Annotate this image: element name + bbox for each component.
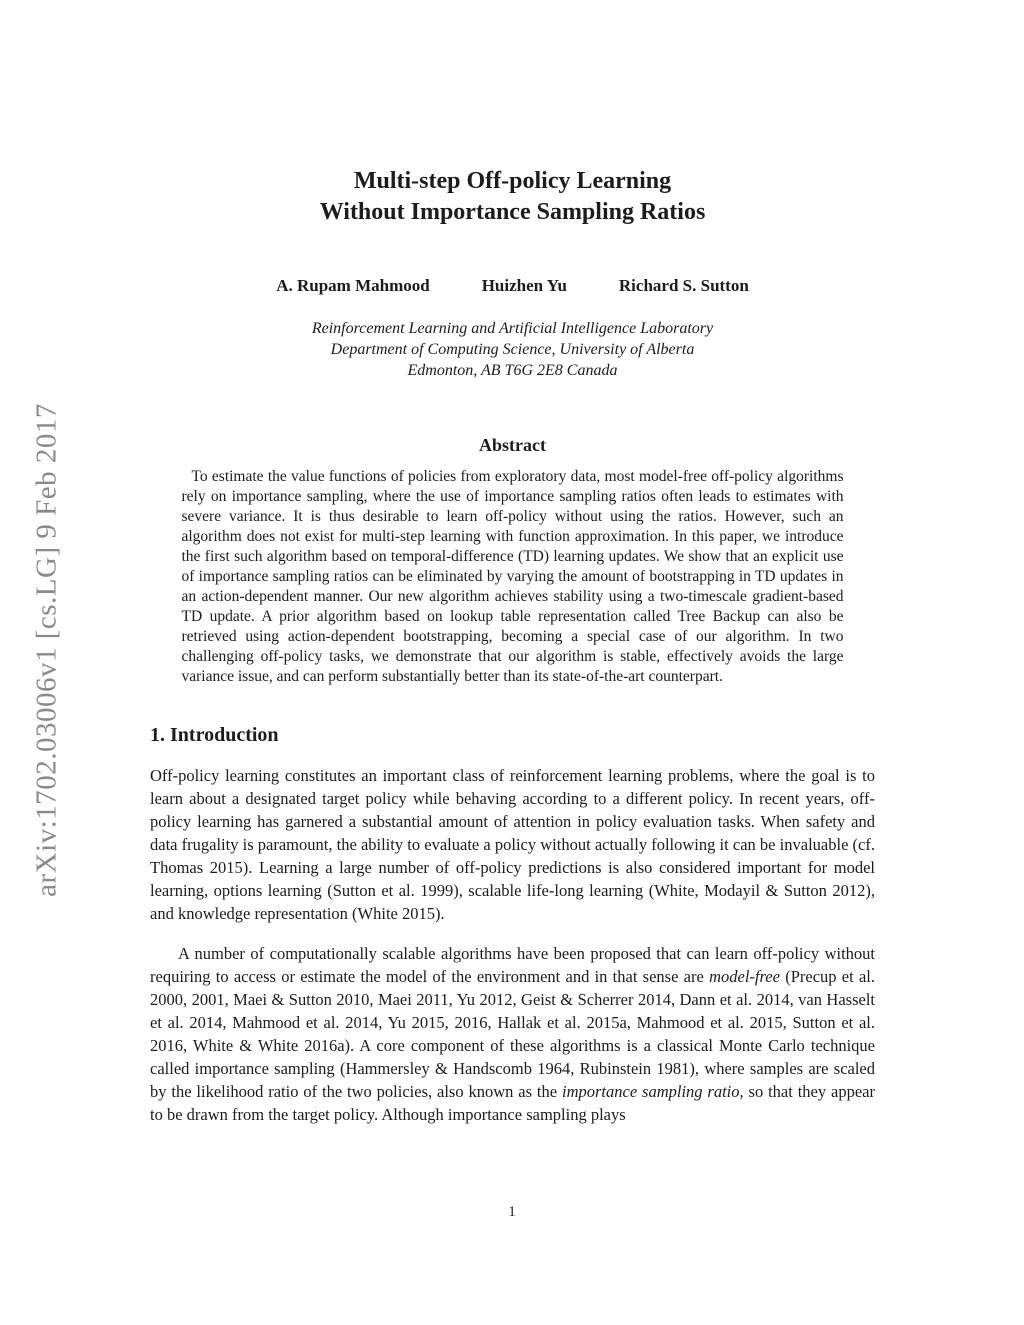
affiliation-line3: Edmonton, AB T6G 2E8 Canada [407, 362, 618, 379]
italic-term-importance-sampling-ratio: importance sampling ratio [561, 1081, 740, 1101]
author-name: Richard S. Sutton [618, 276, 749, 295]
authors-row [150, 276, 875, 296]
paper-title-line1: Multi-step Off-policy Learning [353, 168, 672, 194]
introduction-paragraph-1: Off-policy learning constitutes an important class of reinforcement learning problems, where the goal is to learn about a designated target policy while behaving according to a different policy. In recent years, off-policy learning has garnered a substantial amount of attention in policy evaluation tasks. When safety and data frugality is paramount, the ability to evaluate a policy without actually following it can be invaluable (cf. Thomas 2015). Learning a large number of off-policy predictions is also considered important for model learning, options learning (Sutton et al. 1999), scalable life-long learning (White, Modayil & Sutton 2012), and knowledge representation (White 2015). [150, 766, 875, 923]
paragraph-text: (Precup et al. 2000, 2001, Maei & Sutton 2010, Maei 2011, Yu 2012, Geist & Scherrer 2014, Dann et al. 2014, van Hasselt et al. 2014, Mahmood et al. 2014, Yu 2015, 2016, Hallak et al. 2015a, Mahmood et al. 2015, Sutton et al. 2016, White & White 2016a). A core component of these algorithms is a classical Monte Carlo technique called importance sampling (Hammersley & Handscomb 1964, Rubinstein 1981), where samples are scaled by the likelihood ratio of the two policies, also known as the [150, 966, 875, 1101]
arxiv-watermark: arXiv:1702.03006v1 [cs.LG] 9 Feb 2017 [30, 403, 63, 897]
abstract-text: To estimate the value functions of policies from exploratory data, most model-free off-policy algorithms rely on importance sampling, where the use of importance sampling ratios often leads to estimates with severe variance. It is thus desirable to learn off-policy without using the ratios. However, such an algorithm does not exist for multi-step learning with function approximation. In this paper, we introduce the first such algorithm based on temporal-difference (TD) learning updates. We show that an explicit use of importance sampling ratios can be eliminated by varying the amount of bootstrapping in TD updates in an action-dependent manner. Our new algorithm achieves stability using a two-timescale gradient-based TD update. A prior algorithm based on lookup table representation called Tree Backup can also be retrieved using action-dependent bootstrapping, becoming a special case of our algorithm. In two challenging off-policy tasks, we demonstrate that our algorithm is stable, effectively avoids the large variance issue, and can perform substantially better than its state-of-the-art counterpart. [181, 468, 844, 685]
paragraph-text: , so that they appear to be drawn from the target policy. Although importance sampling plays [150, 1081, 875, 1124]
abstract-heading: Abstract [479, 435, 546, 455]
paper-title [150, 0, 875, 228]
section-heading-introduction: 1. Introduction [150, 724, 279, 746]
paper-content-column [150, 0, 875, 1142]
affiliation-line2: Department of Computing Science, University of Alberta [330, 341, 695, 358]
paper-title-line2: Without Importance Sampling Ratios [319, 199, 706, 225]
italic-term-model-free: model-free [709, 966, 780, 986]
introduction-paragraph-2 [150, 942, 875, 1126]
author-name: A. Rupam Mahmood [276, 276, 430, 295]
page-number: 1 [508, 1204, 516, 1220]
paragraph-text: A number of computationally scalable algorithms have been proposed that can learn off-policy without requiring to access or estimate the model of the environment and in that sense are [150, 943, 875, 986]
affiliation-line1: Reinforcement Learning and Artificial Intelligence Laboratory [311, 320, 714, 337]
affiliation-block [150, 318, 875, 381]
author-name: Huizhen Yu [481, 276, 567, 295]
